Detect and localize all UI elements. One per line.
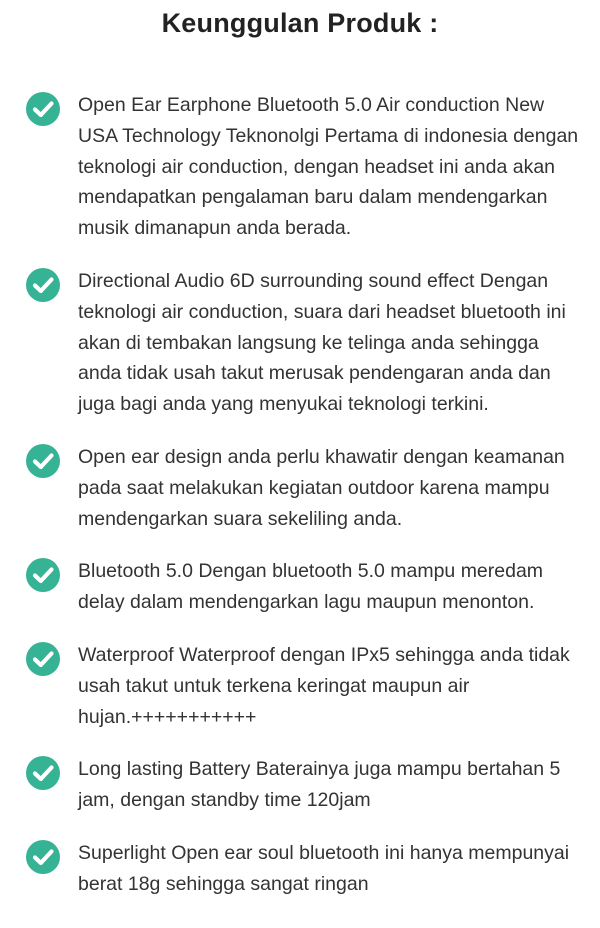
check-circle-icon [26,444,60,478]
feature-text: Directional Audio 6D surrounding sound effect Dengan teknologi air conduction, suara dari headset bluetooth ini akan di tembakan langsung ke telinga anda sehingga anda tidak usah takut merusak pendengaran anda dan juga bagi anda yang menyukai teknologi terkini. [78,269,566,416]
feature-text: Open Ear Earphone Bluetooth 5.0 Air conduction New USA Technology Teknonolgi Pertama di indonesia dengan teknologi air conduction, dengan headset ini anda akan mendapatkan pengalaman baru dalam mendengarkan musik dimanapun anda berada. [78,94,579,240]
feature-item-waterproof [26,640,586,732]
feature-text: Long lasting Battery Baterainya juga mampu bertahan 5 jam, dengan standby time 120jam [78,758,561,812]
feature-item-bluetooth [26,556,586,618]
feature-text: Superlight Open ear soul bluetooth ini hanya mempunyai berat 18g sehingga sangat ringan [78,841,570,895]
check-circle-icon [26,840,60,874]
feature-item-directional-audio [26,266,586,420]
check-circle-icon [26,558,60,592]
feature-item-open-ear-design [26,442,586,534]
check-circle-icon [26,642,60,676]
page-title: Keunggulan Produk : [161,8,439,38]
feature-item-battery [26,754,586,816]
feature-text: Open ear design anda perlu khawatir dengan keamanan pada saat melakukan kegiatan outdoor karena mampu mendengarkan suara sekeliling anda. [78,445,565,530]
feature-item-superlight [26,838,586,900]
feature-text: Waterproof Waterproof dengan IPx5 sehingga anda tidak usah takut untuk terkena keringat maupun air hujan.+++++++++++ [78,643,570,728]
feature-item-air-conduction [26,90,586,244]
check-circle-icon [26,92,60,126]
feature-text: Bluetooth 5.0 Dengan bluetooth 5.0 mampu meredam delay dalam mendengarkan lagu maupun menonton. [78,560,544,614]
feature-list [26,90,586,922]
check-circle-icon [26,756,60,790]
check-circle-icon [26,268,60,302]
